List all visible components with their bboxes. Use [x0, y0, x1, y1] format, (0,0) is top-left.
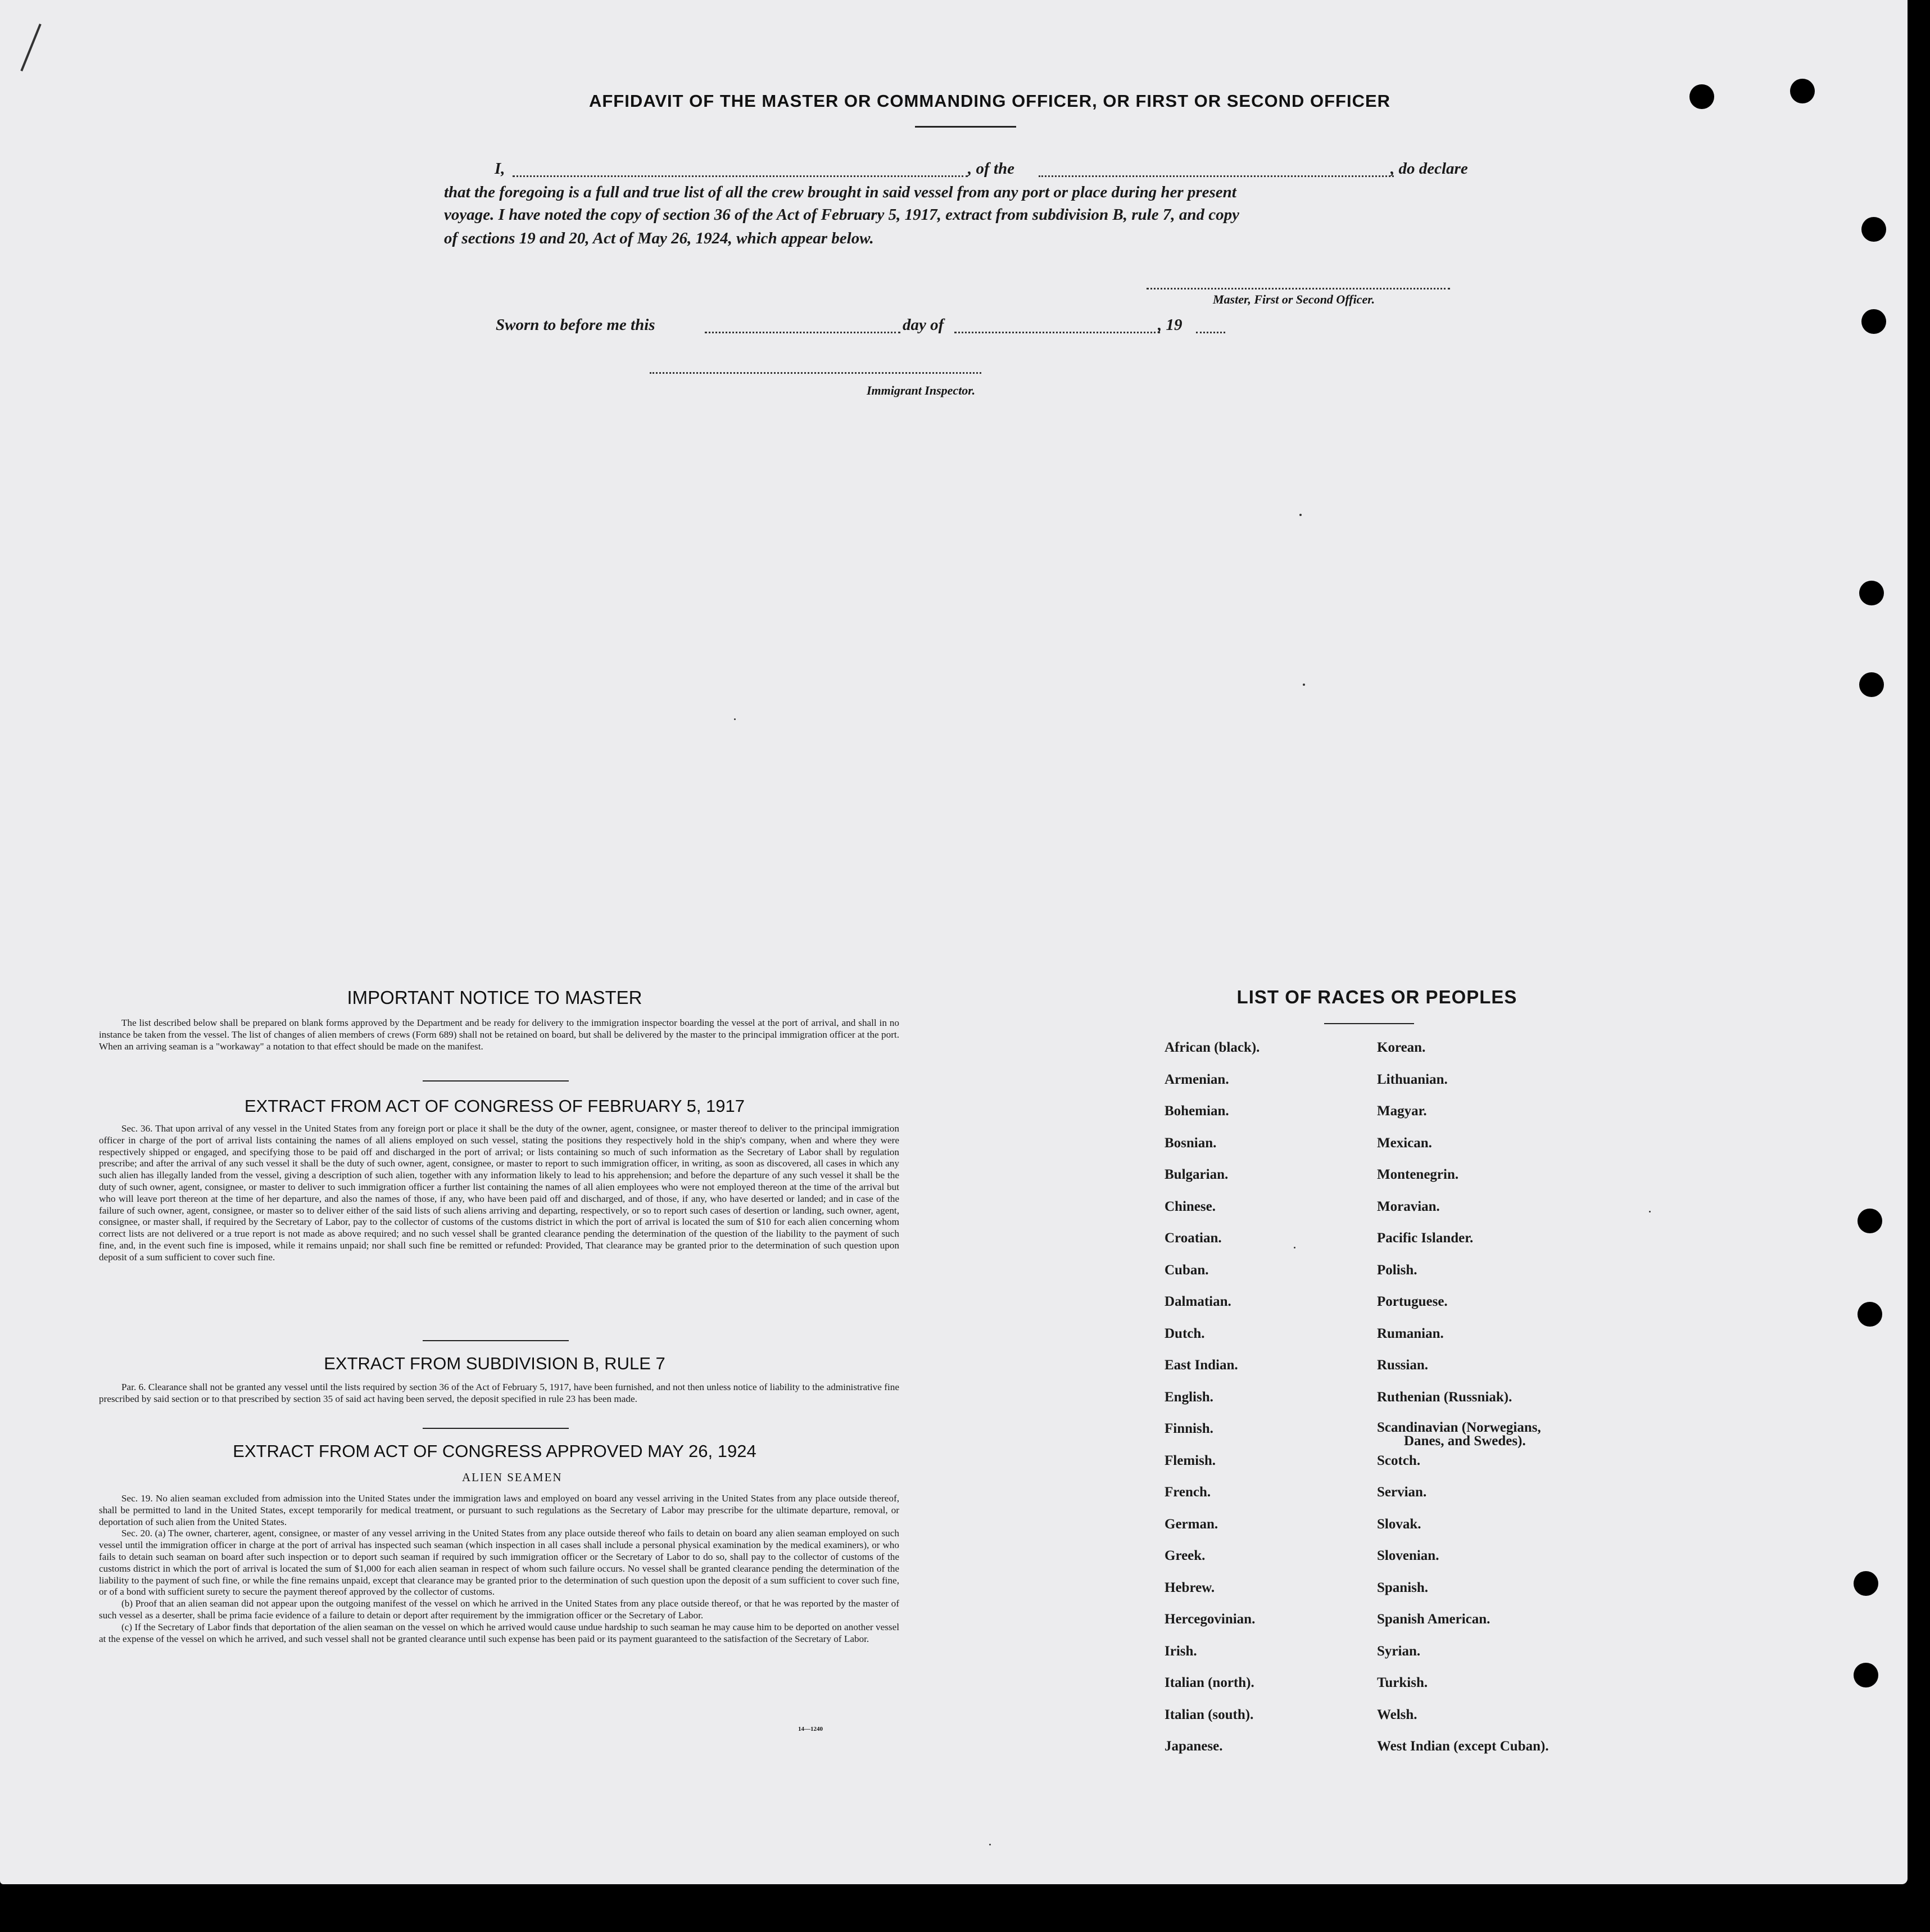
punch-hole [1859, 672, 1884, 697]
extract-rule7-title: EXTRACT FROM SUBDIVISION B, RULE 7 [324, 1354, 665, 1373]
race-item: West Indian (except Cuban). [1377, 1739, 1549, 1754]
sec-20c-paragraph: (c) If the Secretary of Labor finds that deportation of the alien seaman on the vessel on which he arrived would cause undue hardship to such seaman he may cause him to be deported on another vessel at the expense of the vessel on which he arrived, and such vessel shall not be granted clearance until such expense has been paid or its payment guaranteed to the satisfaction of the Secretary of Labor. [99, 1621, 899, 1644]
race-item: Hercegovinian. [1165, 1612, 1256, 1627]
race-item: Bulgarian. [1165, 1167, 1229, 1182]
race-item: Lithuanian. [1377, 1071, 1448, 1087]
extract-1924-title: EXTRACT FROM ACT OF CONGRESS APPROVED MAY 26, 1924 [233, 1441, 756, 1461]
sworn-day-blank[interactable] [705, 332, 900, 333]
master-signature-line[interactable] [1147, 288, 1450, 289]
punch-hole [1689, 84, 1714, 109]
notice-paragraph: The list described below shall be prepared on blank forms approved by the Department and be ready for delivery to the immigration inspector boarding the vessel at the port of arrival, and shall in no instance be taken from the vessel. The list of changes of alien members of crews (Form 689) shall not be retained on board, but shall be delivered by the master to the principal immigration officer at the port. When an arriving seaman is a "workaway" a notation to that effect should be made on the manifest. [99, 1017, 899, 1052]
section-36-paragraph: Sec. 36. That upon arrival of any vessel in the United States from any foreign port or place it shall be the duty of the owner, agent, consignee, or master thereof to deliver to the principal immigration officer in charge of the port of arrival lists containing the names of all aliens employed on such vessel, stating the positions they respectively hold in the ship's company, when and where they were respectively shipped or engaged, and specifying those to be paid off and discharged in the port of arrival; or lists containing so much of such information as the Secretary of Labor shall by regulation prescribe; and after the arrival of any such vessel it shall be the duty of such owner, agent, consignee, or master to report to such immigration officer, in writing, as soon as discovered, all cases in which any such alien has illegally landed from the vessel, giving a description of such alien, together with any information likely to lead to his apprehension; and before the departure of any such vessel it shall be the duty of such owner, agent, consignee, or master to deliver to such immigration officer a further list containing the names of all alien employees who were not employed thereon at the time of the arrival but who will leave port thereon at the time of her departure, and also the names of those, if any, who have been paid off and discharged, and of those, if any, who have deserted or landed; and in case of the failure of such owner, agent, consignee, or master so to deliver either of the said lists of such aliens arriving and departing, respectively, or so to report such cases of desertion or landing, such owner, agent, consignee, or master shall, if required by the Secretary of Labor, pay to the collector of customs of the customs district in which the port of arrival is located the sum of $10 for each alien concerning whom correct lists are not delivered or a true report is not made as above required; and no such vessel shall be granted clearance pending the determination of the question of the liability to the payment of such fine, and, in the event such fine is imposed, while it remains unpaid; nor shall such fine be remitted or refunded: Provided, That clearance may be granted prior to the determination of such question upon deposit of a sum sufficient to cover such fine. [99, 1123, 899, 1263]
race-item: Spanish. [1377, 1580, 1429, 1595]
race-item: Polish. [1377, 1262, 1417, 1278]
race-item: French. [1165, 1485, 1211, 1500]
race-item: Welsh. [1377, 1707, 1417, 1722]
race-item: German. [1165, 1516, 1218, 1532]
race-item: Hebrew. [1165, 1580, 1215, 1595]
races-title: LIST OF RACES OR PEOPLES [1236, 987, 1517, 1007]
race-item: Armenian. [1165, 1071, 1229, 1087]
race-item: Slovenian. [1377, 1548, 1439, 1563]
divider [423, 1080, 569, 1082]
race-item: Ruthenian (Russniak). [1377, 1389, 1512, 1405]
notice-text [99, 1017, 899, 1052]
race-item: Greek. [1165, 1548, 1206, 1563]
race-item: Scotch. [1377, 1453, 1421, 1468]
punch-hole [1857, 1302, 1882, 1327]
race-item: Japanese. [1165, 1739, 1223, 1754]
divider [423, 1428, 569, 1429]
affidavit-title: AFFIDAVIT OF THE MASTER OR COMMANDING OFFICER, OR FIRST OR SECOND OFFICER [588, 91, 1391, 111]
race-item: Finnish. [1165, 1421, 1213, 1436]
sworn-year: , 19 [1158, 316, 1183, 334]
declaration-end: , do declare [1390, 160, 1468, 178]
race-item: English. [1165, 1389, 1213, 1405]
master-caption: Master, First or Second Officer. [1213, 292, 1375, 306]
races-column-1 [1165, 1040, 1260, 1771]
race-item: Portuguese. [1377, 1294, 1448, 1309]
race-item: Servian. [1377, 1485, 1427, 1500]
race-item-line-2: Danes, and Swedes). [1404, 1433, 1526, 1449]
punch-hole [1790, 79, 1815, 103]
speck [1303, 684, 1305, 686]
race-item: Magyar. [1377, 1103, 1427, 1119]
race-item: Turkish. [1377, 1675, 1428, 1690]
race-item: Korean. [1377, 1040, 1426, 1055]
race-item: Croatian. [1165, 1230, 1222, 1246]
declaration-line-4: of sections 19 and 20, Act of May 26, 1924, which appear below. [444, 229, 874, 247]
declaration-of-the: , of the [968, 160, 1014, 178]
extract-1924-text [99, 1493, 899, 1645]
speck [734, 718, 736, 720]
extract-rule7-text [99, 1382, 899, 1405]
inspector-signature-line[interactable] [650, 372, 981, 374]
alien-seamen-heading: ALIEN SEAMEN [462, 1471, 563, 1484]
extract-1917-text [99, 1123, 899, 1264]
sec-20b-paragraph: (b) Proof that an alien seaman did not appear upon the outgoing manifest of the vessel on which he arrived in the United States from any place outside thereof, or that he was reported by the master of such vessel as a deserter, shall be prima facie evidence of a failure to detain or deport after requirement by the immigration officer or the Secretary of Labor. [99, 1598, 899, 1621]
pencil-mark [20, 24, 48, 74]
race-item: Spanish American. [1377, 1612, 1490, 1627]
sec-19-paragraph: Sec. 19. No alien seaman excluded from admission into the United States under the immigration laws and employed on board any vessel arriving in the United States from any place outside thereof, shall be permitted to land in the United States, except temporarily for medical treatment, or pursuant to such regulations as the Secretary of Labor may prescribe for the ultimate departure, removal, or deportation of such alien from the United States. [99, 1493, 899, 1527]
vessel-blank[interactable] [1039, 175, 1394, 177]
declaration-line-2: that the foregoing is a full and true list of all the crew brought in said vessel from any port or place during her present [444, 183, 1236, 201]
notice-title: IMPORTANT NOTICE TO MASTER [347, 987, 642, 1008]
races-underline [1324, 1023, 1414, 1024]
speck [1299, 514, 1302, 516]
race-item: Cuban. [1165, 1262, 1209, 1278]
speck [1649, 1211, 1651, 1212]
race-item [1377, 1421, 1549, 1453]
form-number: 14—1240 [798, 1726, 823, 1732]
sworn-month-blank[interactable] [954, 332, 1160, 333]
declaration-line-3: voyage. I have noted the copy of section 36 of the Act of February 5, 1917, extract from subdivision B, rule 7, and copy [444, 206, 1239, 224]
par-6-paragraph: Par. 6. Clearance shall not be granted any vessel until the lists required by section 36 of the Act of February 5, 1917, have been furnished, and not then unless notice of liability to the administrative fine prescribed by said section or to that prescribed by section 35 of said act having been served, the deposit specified in rule 23 has been made. [99, 1382, 899, 1404]
races-column-2 [1377, 1040, 1549, 1771]
punch-hole [1854, 1571, 1878, 1596]
name-blank[interactable] [513, 175, 968, 177]
race-item: Montenegrin. [1377, 1167, 1459, 1182]
sec-20a-paragraph: Sec. 20. (a) The owner, charterer, agent, consignee, or master of any vessel arriving in the United States from any place outside thereof who fails to detain on board any alien seaman employed on such vessel until the immigration officer in charge at the port of arrival has inspected such seaman (which inspection in all cases shall include a personal physical examination by the medical examiners), or who fails to detain such seaman on board after such inspection or to deport such seaman if required by such immigration officer or the Secretary of Labor to do so, shall pay to the collector of customs of the customs district in which the port of arrival is located the sum of $1,000 for each alien seaman in respect of whom such failure occurs. No vessel shall be granted clearance pending the determination of the liability to the payment of such fine, or while the fine remains unpaid, except that clearance may be granted prior to the determination of such question upon the deposit of a sum sufficient to cover such fine, or of a bond with sufficient surety to secure the payment thereof approved by the collector of customs. [99, 1528, 899, 1598]
speck [989, 1844, 991, 1845]
race-item: Chinese. [1165, 1198, 1216, 1214]
race-item: Dalmatian. [1165, 1294, 1231, 1309]
race-item: Pacific Islander. [1377, 1230, 1474, 1246]
divider [423, 1340, 569, 1341]
race-item: African (black). [1165, 1040, 1260, 1055]
race-item: Moravian. [1377, 1198, 1440, 1214]
race-item: Slovak. [1377, 1516, 1421, 1532]
race-item: Italian (north). [1165, 1675, 1254, 1690]
race-item: East Indian. [1165, 1358, 1238, 1373]
race-item: Bosnian. [1165, 1135, 1217, 1151]
race-item: Russian. [1377, 1358, 1429, 1373]
speck [1294, 1247, 1295, 1248]
race-item-line-1: Scandinavian (Norwegians, [1377, 1420, 1541, 1435]
punch-hole [1861, 309, 1886, 334]
race-item: Irish. [1165, 1643, 1197, 1659]
punch-hole [1859, 581, 1884, 605]
race-item: Syrian. [1377, 1643, 1421, 1659]
race-item: Bohemian. [1165, 1103, 1229, 1119]
sworn-day-of: day of [903, 316, 944, 334]
inspector-caption: Immigrant Inspector. [867, 383, 976, 397]
punch-hole [1854, 1663, 1878, 1687]
race-item: Flemish. [1165, 1453, 1216, 1468]
race-item: Mexican. [1377, 1135, 1432, 1151]
race-item: Rumanian. [1377, 1325, 1444, 1341]
punch-hole [1857, 1209, 1882, 1233]
race-item: Dutch. [1165, 1325, 1205, 1341]
declaration-i: I, [495, 160, 505, 178]
sworn-text: Sworn to before me this [496, 316, 655, 334]
race-item: Italian (south). [1165, 1707, 1254, 1722]
punch-hole [1861, 217, 1886, 242]
extract-1917-title: EXTRACT FROM ACT OF CONGRESS OF FEBRUARY 5, 1917 [244, 1096, 745, 1116]
title-underline [915, 126, 1016, 128]
sworn-year-blank[interactable] [1196, 332, 1225, 333]
